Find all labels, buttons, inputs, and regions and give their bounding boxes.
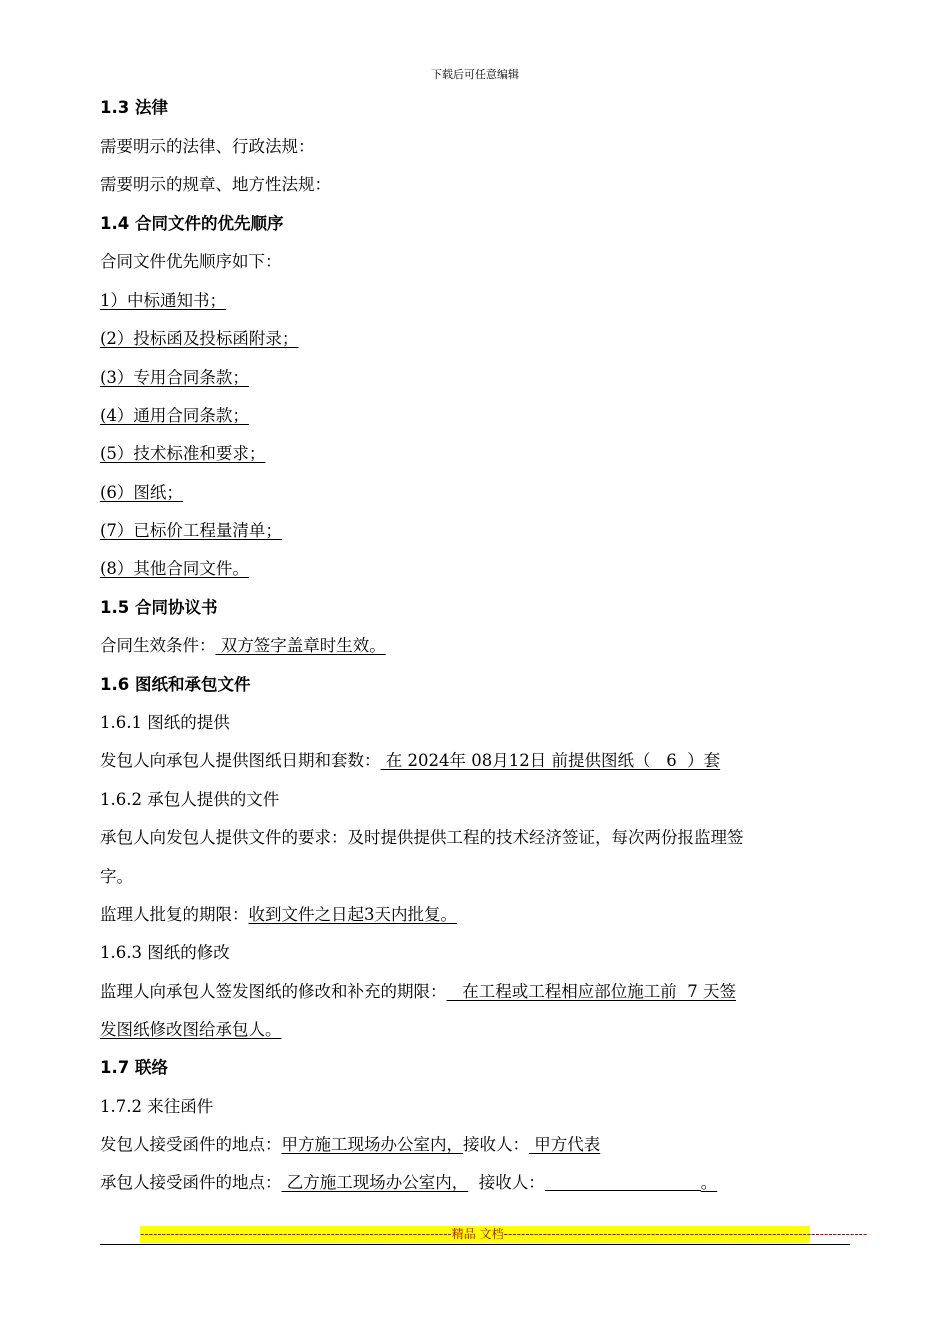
employer-recipient-value: 甲方代表 xyxy=(529,1135,601,1154)
page-header-note: 下载后可任意编辑 xyxy=(431,68,519,81)
drawing-revision-line-1 xyxy=(100,981,736,1003)
section-1-7-2-title: 1.7.2 来往函件 xyxy=(100,1097,214,1116)
employer-recipient-label: 接收人： xyxy=(463,1135,529,1154)
drawing-revision-line-2: 发图纸修改图给承包人。 xyxy=(100,1020,282,1039)
approval-period-value: 收到文件之日起3天内批复。 xyxy=(248,905,457,924)
footer-dashes-left: ------------------------------------------------------------------------ xyxy=(140,1227,452,1241)
priority-item: (3）专用合同条款； xyxy=(100,368,249,387)
priority-item: (8）其他合同文件。 xyxy=(100,559,249,578)
contractor-recipient-end: 。 xyxy=(700,1173,718,1192)
drawings-supply-value: 在 2024年 08月12日 前提供图纸（ 6 ）套 xyxy=(380,751,721,770)
priority-item: (7）已标价工程量清单； xyxy=(100,521,282,540)
section-1-6-1-title: 1.6.1 图纸的提供 xyxy=(100,713,230,732)
drawings-supply-label: 发包人向承包人提供图纸日期和套数： xyxy=(100,751,381,770)
approval-period-line xyxy=(100,904,457,926)
priority-intro: 合同文件优先顺序如下： xyxy=(100,252,282,271)
approval-period-label: 监理人批复的期限： xyxy=(100,905,249,924)
section-1-6-title: 1.6 图纸和承包文件 xyxy=(100,675,251,694)
employer-mail-label: 发包人接受函件的地点： xyxy=(100,1135,282,1154)
section-1-6-2-title: 1.6.2 承包人提供的文件 xyxy=(100,790,280,809)
section-1-3-title: 1.3 法律 xyxy=(100,98,168,117)
contractor-mail-place: 乙方施工现场办公室内， xyxy=(281,1173,469,1192)
priority-item: (6）图纸； xyxy=(100,483,183,502)
footer-dashes-right: ------------------------------------------------------------------------------------ xyxy=(503,1227,868,1241)
section-1-5-title: 1.5 合同协议书 xyxy=(100,598,218,617)
drawing-revision-label: 监理人向承包人签发图纸的修改和补充的期限： xyxy=(100,982,447,1001)
section-1-6-3-title: 1.6.3 图纸的修改 xyxy=(100,943,230,962)
effective-condition-value: 双方签字盖章时生效。 xyxy=(215,636,386,655)
drawing-revision-value: 在工程或工程相应部位施工前 7 天签 xyxy=(446,982,736,1001)
employer-mail-place: 甲方施工现场办公室内， xyxy=(281,1135,463,1154)
contractor-mail-line xyxy=(100,1172,717,1194)
footer-rule xyxy=(100,1244,850,1245)
rules-line: 需要明示的规章、地方性法规： xyxy=(100,175,331,194)
contractor-recipient-blank xyxy=(545,1172,701,1191)
laws-line: 需要明示的法律、行政法规： xyxy=(100,137,315,156)
drawings-supply-line xyxy=(100,750,720,772)
priority-item: (4）通用合同条款； xyxy=(100,406,249,425)
priority-item: 1）中标通知书； xyxy=(100,291,226,310)
footer-label: 精品 文档 xyxy=(451,1227,504,1241)
contractor-docs-line-1: 承包人向发包人提供文件的要求：及时提供提供工程的技术经济签证，每次两份报监理签 xyxy=(100,828,744,847)
section-1-7-title: 1.7 联络 xyxy=(100,1058,168,1077)
priority-item: (5）技术标准和要求； xyxy=(100,444,266,463)
footer-banner xyxy=(140,1226,868,1243)
contractor-mail-label: 承包人接受函件的地点： xyxy=(100,1173,282,1192)
contractor-docs-line-2: 字。 xyxy=(100,867,133,886)
priority-item: (2）投标函及投标函附录； xyxy=(100,329,299,348)
contractor-recipient-label: 接收人： xyxy=(468,1173,545,1192)
effective-condition-label: 合同生效条件： xyxy=(100,636,216,655)
section-1-4-title: 1.4 合同文件的优先顺序 xyxy=(100,214,284,233)
effective-condition-line xyxy=(100,635,386,657)
employer-mail-line xyxy=(100,1134,600,1156)
